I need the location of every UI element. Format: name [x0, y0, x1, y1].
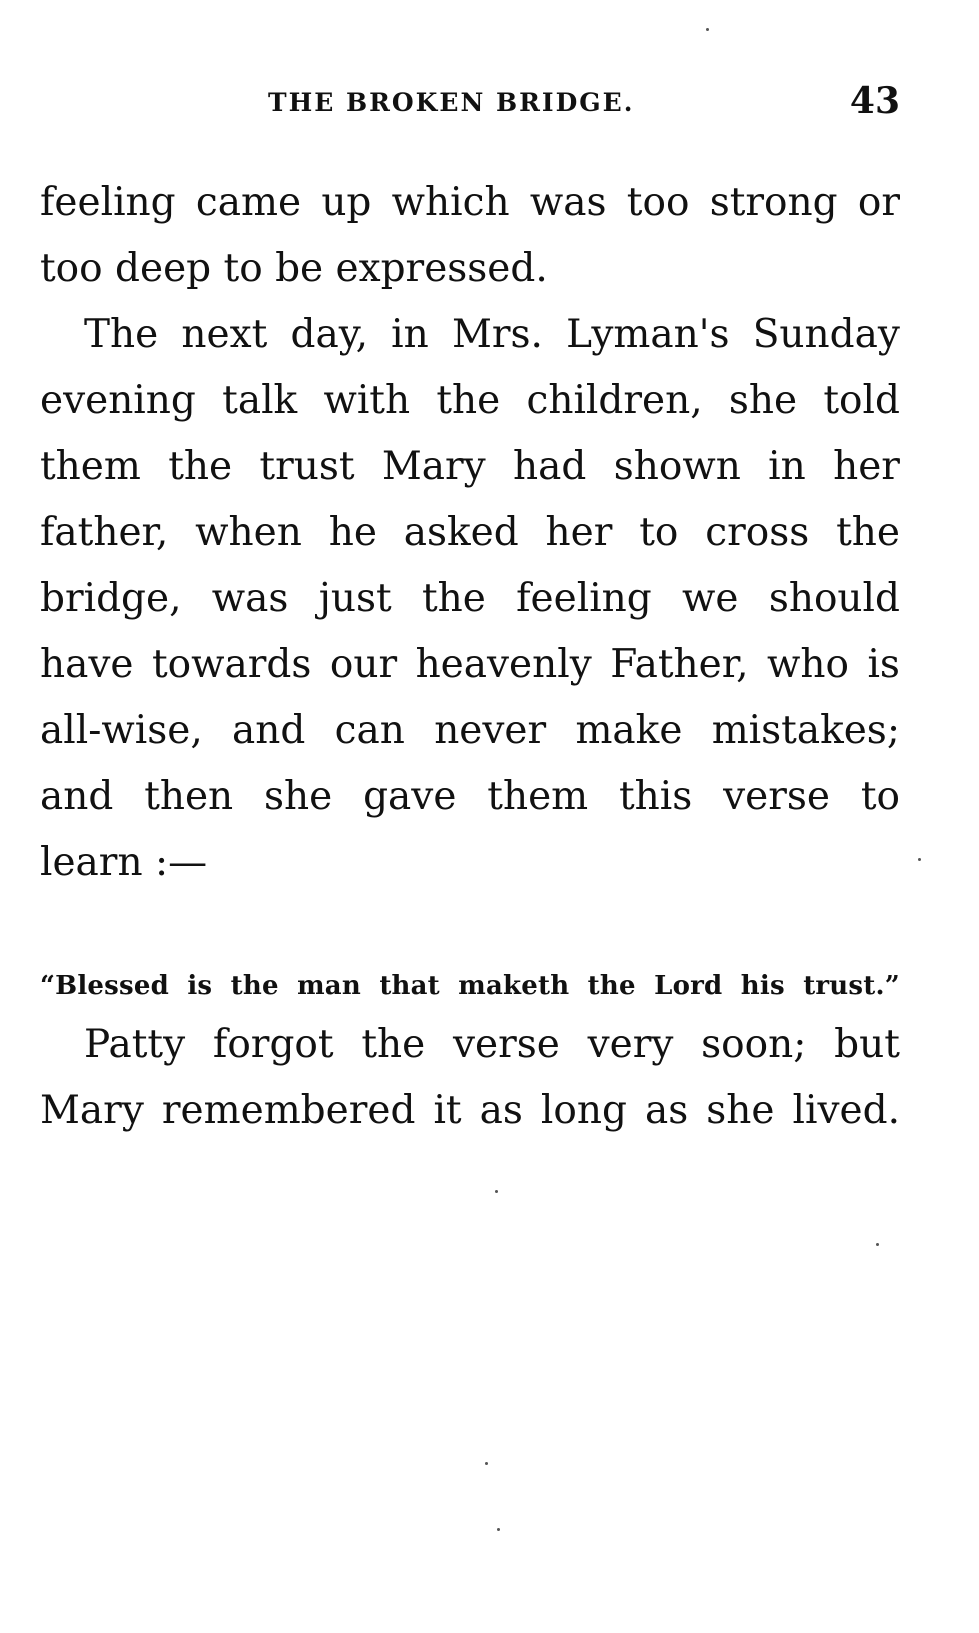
word: in	[391, 312, 429, 357]
word: that	[379, 971, 440, 1001]
word: lived.	[792, 1088, 900, 1133]
word: children,	[526, 378, 703, 423]
word: had	[513, 444, 587, 489]
word: the	[168, 444, 233, 489]
word: mistakes;	[711, 708, 900, 753]
word: have	[40, 642, 134, 687]
word: just	[318, 576, 392, 621]
word: talk	[222, 378, 298, 423]
word: is	[867, 642, 900, 687]
word: very	[587, 1022, 674, 1067]
word: this	[618, 774, 693, 819]
word: Lord	[654, 971, 723, 1001]
word: came	[195, 180, 302, 225]
word: remembered	[161, 1088, 416, 1133]
body-line	[40, 376, 900, 426]
word: all-wise,	[40, 708, 203, 753]
word: in	[768, 444, 806, 489]
word: towards	[151, 642, 312, 687]
word: up	[321, 180, 372, 225]
word: the	[230, 971, 279, 1001]
word: Mrs.	[451, 312, 543, 357]
word: it	[433, 1088, 462, 1133]
word: Patty	[84, 1022, 186, 1067]
word: day,	[290, 312, 368, 357]
word: strong	[709, 180, 838, 225]
word: shown	[613, 444, 741, 489]
word: heavenly	[415, 642, 592, 687]
word: them	[487, 774, 589, 819]
word: gave	[363, 774, 457, 819]
word: verse	[452, 1022, 560, 1067]
body-line: too deep to be expressed.	[40, 246, 548, 291]
word: never	[434, 708, 547, 753]
paper-speck	[485, 1462, 488, 1465]
body-line	[40, 574, 900, 624]
word: them	[40, 444, 141, 489]
word: verse	[723, 774, 830, 819]
word: she	[706, 1088, 775, 1133]
word: maketh	[458, 971, 570, 1001]
running-title: THE BROKEN BRIDGE.	[268, 88, 635, 117]
word: evening	[40, 378, 196, 423]
word: next	[181, 312, 268, 357]
word: Lyman's	[566, 312, 730, 357]
word: the	[421, 576, 486, 621]
word: is	[187, 971, 213, 1001]
body-line	[40, 640, 900, 690]
body-line	[40, 772, 900, 822]
body-line	[40, 706, 900, 756]
word: feeling	[516, 576, 652, 621]
word: man	[297, 971, 361, 1001]
word: the	[436, 378, 501, 423]
word: was	[211, 576, 289, 621]
paper-speck	[497, 1528, 500, 1531]
word: and	[40, 774, 114, 819]
word: trust.”	[803, 971, 900, 1001]
word: her	[545, 510, 613, 555]
word: we	[682, 576, 739, 621]
word: father,	[40, 510, 169, 555]
word: she	[264, 774, 333, 819]
body-line: learn :—	[40, 840, 208, 885]
word: cross	[705, 510, 810, 555]
word: the	[836, 510, 900, 555]
word: “Blessed	[40, 971, 169, 1001]
word: The	[84, 312, 159, 357]
word: make	[575, 708, 683, 753]
word: asked	[403, 510, 519, 555]
paper-speck	[876, 1243, 879, 1246]
word: our	[329, 642, 398, 687]
scripture-quote	[40, 966, 900, 1006]
word: to	[639, 510, 679, 555]
word: she	[728, 378, 798, 423]
paper-speck	[495, 1190, 498, 1193]
word: but	[834, 1022, 900, 1067]
word: can	[334, 708, 405, 753]
word: or	[857, 180, 900, 225]
word: the	[361, 1022, 426, 1067]
word: to	[860, 774, 900, 819]
closing-line	[84, 1020, 900, 1070]
word: and	[232, 708, 306, 753]
paper-speck	[918, 858, 921, 861]
word: bridge,	[40, 576, 182, 621]
word: when	[195, 510, 302, 555]
word: Sunday	[752, 312, 900, 357]
word: his	[740, 971, 785, 1001]
word: the	[587, 971, 636, 1001]
word: should	[768, 576, 900, 621]
word: as	[645, 1088, 689, 1133]
word: trust	[259, 444, 355, 489]
word: told	[823, 378, 900, 423]
running-head	[40, 76, 900, 126]
word: Mary	[40, 1088, 144, 1133]
word: soon;	[701, 1022, 807, 1067]
word: Mary	[381, 444, 486, 489]
page-number: 43	[849, 80, 900, 122]
word: with	[323, 378, 411, 423]
word: which	[391, 180, 510, 225]
body-line	[40, 178, 900, 228]
body-line	[40, 508, 900, 558]
word: too	[626, 180, 690, 225]
word: who	[766, 642, 849, 687]
word: forgot	[212, 1022, 334, 1067]
word: long	[540, 1088, 627, 1133]
word: he	[328, 510, 377, 555]
body-line	[40, 442, 900, 492]
word: then	[144, 774, 234, 819]
word: her	[833, 444, 900, 489]
word: feeling	[40, 180, 176, 225]
word: was	[529, 180, 607, 225]
word: Father,	[610, 642, 749, 687]
paper-speck	[706, 28, 709, 31]
body-line	[84, 310, 900, 360]
word: as	[479, 1088, 523, 1133]
closing-line	[40, 1086, 900, 1136]
